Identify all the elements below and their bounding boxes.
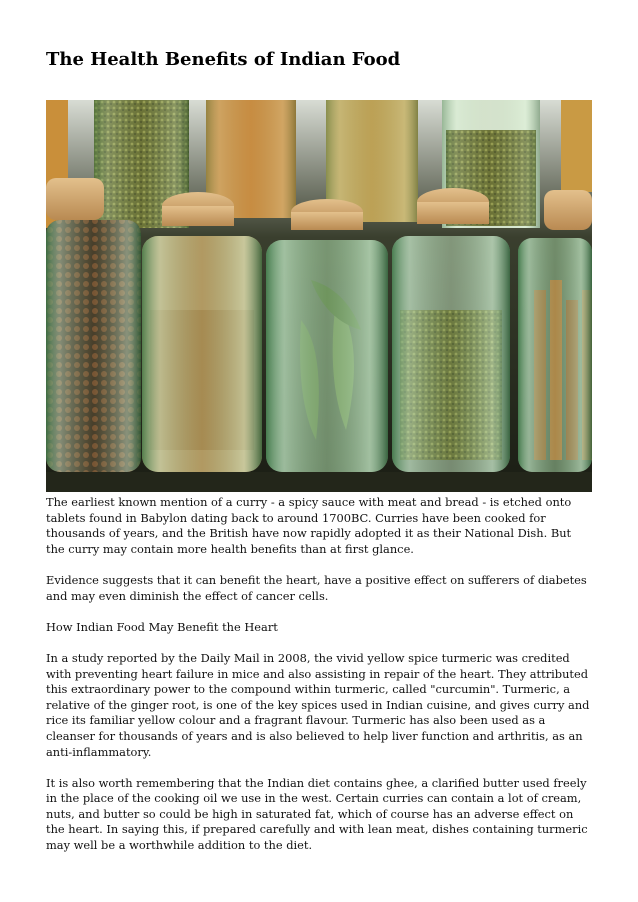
section-heading: How Indian Food May Benefit the Heart xyxy=(46,619,278,634)
page-title: The Health Benefits of Indian Food xyxy=(46,49,401,70)
article-body xyxy=(46,495,592,869)
paragraph: Evidence suggests that it can benefit the heart, have a positive effect on sufferers of diabetes and may even diminish the effect of cancer cells. xyxy=(46,572,587,603)
paragraph: It is also worth remembering that the Indian diet contains ghee, a clarified butter used freely in the place of the cooking oil we use in the west. Certain curries can contain a lot of cream, nuts, and butter so could be high in saturated fat, which of course has an adverse effect on the heart. In saying this, if prepared carefully and with lean meat, dishes containing turmeric may well be a worthwhile addition to the diet. xyxy=(46,775,588,853)
paragraph: In a study reported by the Daily Mail in 2008, the vivid yellow spice turmeric was credited with preventing heart failure in mice and also assisting in repair of the heart. They attributed this extraordinary power to the compound within turmeric, called "curcumin". Turmeric, a relative of the ginger root, is one of the key spices used in Indian cuisine, and gives curry and rice its familiar yellow colour and a fragrant flavour. Turmeric has also been used as a cleanser for thousands of years and is also believed to help liver function and arthritis, as an anti-inflammatory. xyxy=(46,650,590,759)
paragraph: The earliest known mention of a curry - a spicy sauce with meat and bread - is etched onto tablets found in Babylon dating back to around 1700BC. Curries have been cooked for thousands of years, and the British have now rapidly adopted it as their National Dish. But the curry may contain more health benefits than at first glance. xyxy=(46,495,572,556)
spice-jars-photo xyxy=(46,100,592,492)
